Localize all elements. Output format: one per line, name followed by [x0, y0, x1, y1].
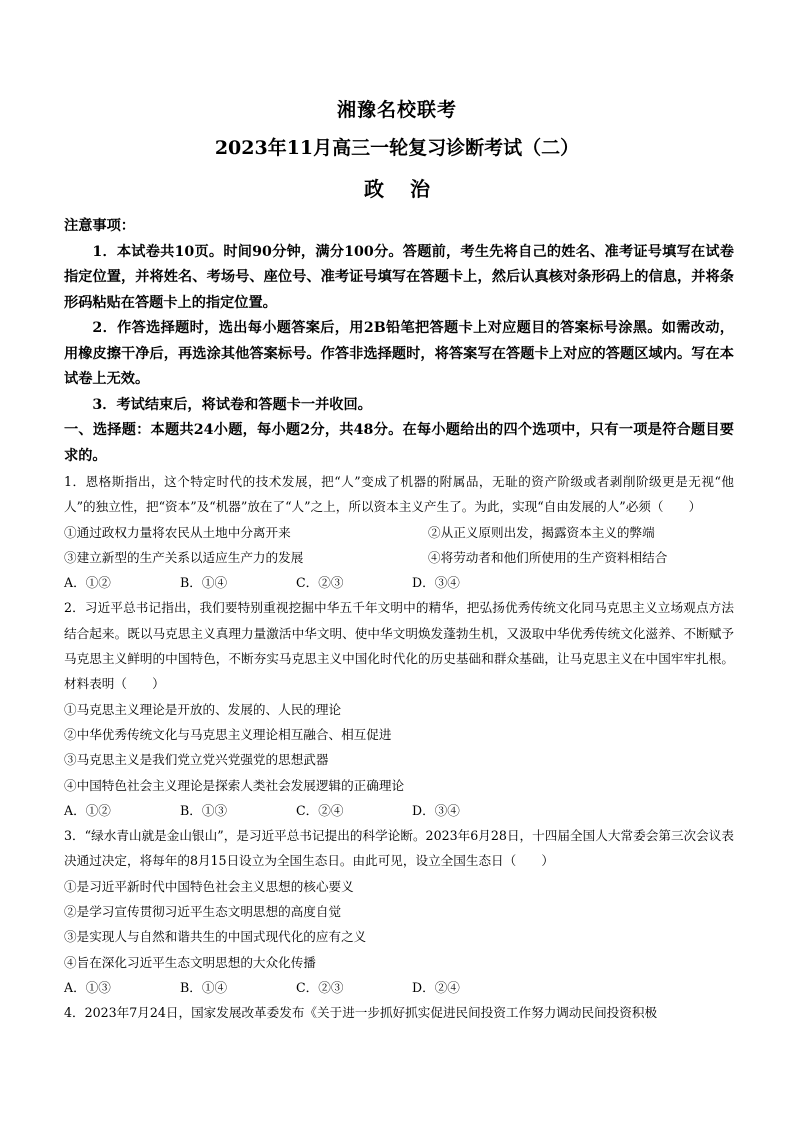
question-3-statement: ③是实现人与自然和谐共生的中国式现代化的应有之义 [64, 929, 367, 945]
question-3-stem: 3．“绿水青山就是金山银山”，是习近平总书记提出的科学论断。2023年6月28日，十四届全国人大常委会第三次会议表决通过决定，将每年的8月15日设立为全国生态日。由此可见，设立全国生态日（ ） [64, 828, 734, 869]
question-2-statement: ③马克思主义是我们党立党兴党强党的思想武器 [64, 752, 329, 768]
option-c: C．②③ [296, 979, 344, 995]
question-1-statement: ③建立新型的生产关系以适应生产力的发展 [64, 549, 304, 565]
option-a: A．①② [64, 575, 111, 591]
subject-title [0, 173, 794, 202]
section-heading: 一、选择题：本题共24小题，每小题2分，共48分。在每小题给出的四个选项中，只有一项是符合题目要求的。 [64, 422, 734, 464]
question-1-statement: ②从正义原则出发，揭露资本主义的弊端 [428, 524, 655, 540]
notice-heading: 注意事项： [64, 218, 135, 234]
exam-content [64, 214, 734, 1026]
question-2-stem: 2．习近平总书记指出，我们要特别重视挖掘中华五千年文明中的精华，把弘扬优秀传统文化同马克思主义立场观点方法结合起来。既以马克思主义真理力量激活中华文明、使中华文明焕发蓬勃生机，又汲取中华优秀传统文化滋养、不断赋予马克思主义鲜明的中国特色，不断夯实马克思主义中国化时代化的历史基础和群众基础，让马克思主义在中国牢牢扎根。材料表明（ ） [64, 600, 734, 692]
exam-org-title: 湘豫名校联考 [336, 99, 457, 121]
question-3-statement: ①是习近平新时代中国特色社会主义思想的核心要义 [64, 878, 354, 894]
notice-item-2: 2．作答选择题时，选出每小题答案后，用2B铅笔把答题卡上对应题目的答案标号涂黑。如需改动，用橡皮擦干净后，再选涂其他答案标号。作答非选择题时，将答案写在答题卡上对应的答题区域内。写在本试卷上无效。 [64, 320, 734, 387]
question-2-statement: ①马克思主义理论是开放的、发展的、人民的理论 [64, 701, 342, 717]
option-b: B．①④ [180, 575, 228, 591]
option-d: D．②④ [412, 979, 460, 995]
option-d: D．③④ [412, 575, 460, 591]
notice-item-3: 3．考试结束后，将试卷和答题卡一并收回。 [92, 396, 372, 413]
question-2-statement: ②中华优秀传统文化与马克思主义理论相互融合、相互促进 [64, 726, 392, 742]
question-1-statement: ④将劳动者和他们所使用的生产资料相结合 [428, 549, 668, 565]
question-1-options [64, 570, 734, 595]
subject-char-2: 治 [410, 177, 430, 201]
option-c: C．②④ [296, 802, 344, 818]
subject-char-1: 政 [364, 177, 384, 201]
option-a: A．①② [64, 802, 111, 818]
question-1-stem: 1．恩格斯指出，这个特定时代的技术发展，把“人”变成了机器的附属品，无耻的资产阶级或者剥削阶级更是无视“他人”的独立性，把“资本”及“机器”放在了“人”之上，所以资本主义产生了。为此，实现“自由发展的人”必须（ ） [64, 474, 734, 515]
question-2-options [64, 798, 734, 823]
option-c: C．②③ [296, 575, 344, 591]
notice-item-1: 1．本试卷共10页。时间90分钟，满分100分。答题前，考生先将自己的姓名、准考证号填写在试卷指定位置，并将姓名、考场号、座位号、准考证号填写在答题卡上，然后认真核对条形码上的信息，并将条形码粘贴在答题卡上的指定位置。 [64, 243, 734, 311]
option-b: B．①③ [180, 802, 228, 818]
exam-title: 2023年11月高三一轮复习诊断考试（二） [214, 137, 580, 159]
question-1-statements-row-1 [64, 520, 734, 545]
question-3-statement: ④旨在深化习近平生态文明思想的大众化传播 [64, 954, 316, 970]
option-d: D．③④ [412, 802, 460, 818]
question-4-stem: 4．2023年7月24日，国家发展改革委发布《关于进一步抓好抓实促进民间投资工作努力调动民间投资积极 [64, 1005, 658, 1021]
option-b: B．①④ [180, 979, 228, 995]
question-1-statement: ①通过政权力量将农民从土地中分离开来 [64, 524, 291, 540]
question-2-statement: ④中国特色社会主义理论是探索人类社会发展逻辑的正确理论 [64, 777, 405, 793]
question-3-statement: ②是学习宣传贯彻习近平生态文明思想的高度自觉 [64, 904, 342, 920]
question-3-options [64, 975, 734, 1000]
question-1-statements-row-2 [64, 545, 734, 570]
option-a: A．①③ [64, 979, 111, 995]
